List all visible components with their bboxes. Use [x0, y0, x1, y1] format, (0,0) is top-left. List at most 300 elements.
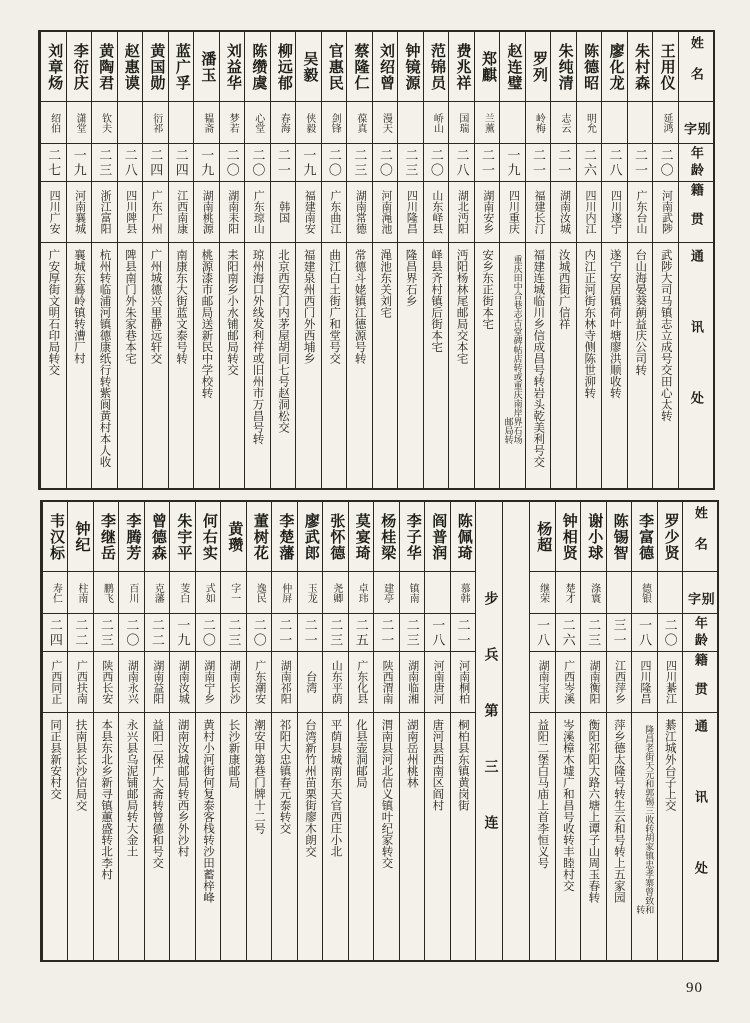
address-cell: 平荫县城南东天官西庄小北 — [329, 719, 342, 857]
alias-cell: 柱南 — [68, 572, 92, 614]
address-cell: 安乡东正街本宅 — [481, 249, 494, 330]
address-cell: 岑溪樟木墟广和昌号收转丰睦村交 — [561, 719, 574, 892]
origin-cell: 山东平荫 — [323, 652, 347, 713]
age-cell: 二四 — [43, 614, 67, 652]
age-cell: 二七 — [41, 144, 66, 182]
age-cell: 二〇 — [424, 144, 449, 182]
alias-cell: 涤寰 — [581, 572, 605, 614]
name-cell: 王用仪 — [653, 32, 678, 102]
alias-cell — [607, 572, 631, 614]
age-cell: 二二 — [68, 614, 92, 652]
address-cell: 遂宁安居镇荷叶塘廖洪顺收转 — [608, 249, 621, 399]
origin-cell: 四川重庆 — [500, 182, 525, 243]
address-cell: 沔阳杨林尾邮局交本宅 — [455, 249, 468, 364]
age-cell: 一八 — [632, 614, 656, 652]
age-cell: 二三 — [398, 144, 423, 182]
origin-cell: 广东曲江 — [322, 182, 347, 243]
person-column — [550, 32, 576, 488]
name-cell: 刘益华 — [220, 32, 245, 102]
address-cell: 衡阳祁阳大路六塘上谭子山周玉春转 — [587, 719, 600, 903]
person-column — [373, 502, 398, 960]
name-cell: 朱村森 — [628, 32, 653, 102]
person-column — [322, 502, 347, 960]
alias-cell: 逸民 — [247, 572, 271, 614]
header-origin: 籍贯 — [683, 652, 717, 713]
person-column — [576, 32, 602, 488]
origin-cell: 四川隆昌 — [398, 182, 423, 243]
address-cell: 祁阳大忠镇春元泰转交 — [278, 719, 291, 834]
name-cell: 董树花 — [247, 502, 271, 572]
address-cell: 益阳二保广大斋转曾德和号交 — [151, 719, 164, 869]
person-column — [219, 32, 245, 488]
person-column — [169, 502, 194, 960]
alias-cell: 仲屏 — [272, 572, 296, 614]
alias-cell: 绍伯 — [41, 102, 66, 144]
name-cell: 钟相贤 — [556, 502, 580, 572]
address-cell: 常德斗姥镇江德源号转 — [353, 249, 366, 364]
alias-cell: 衍祁 — [143, 102, 168, 144]
age-cell: 二三 — [400, 614, 424, 652]
name-cell: 刘章炀 — [41, 32, 66, 102]
origin-cell: 湖南宁乡 — [196, 652, 220, 713]
origin-cell: 四川广安 — [41, 182, 66, 243]
age-cell: 二三 — [581, 614, 605, 652]
person-column — [297, 502, 322, 960]
name-cell: 朱宇平 — [170, 502, 194, 572]
address-cell: 武陟大司马镇志立成号交田心太转 — [659, 249, 672, 422]
alias-cell: 玉龙 — [298, 572, 322, 614]
address-cell: 隆昌界石乡 — [404, 249, 417, 307]
origin-cell: 湖南常德 — [347, 182, 372, 243]
name-cell: 李楚藩 — [272, 502, 296, 572]
origin-cell: 广西同正 — [43, 652, 67, 713]
alias-cell: 芰白 — [170, 572, 194, 614]
alias-cell: 潇堂 — [67, 102, 92, 144]
origin-cell: 广西扶南 — [68, 652, 92, 713]
age-cell: 二八 — [449, 144, 474, 182]
header-address: 通讯处 — [692, 719, 708, 932]
address-cell: 广州城德兴里静远轩交 — [149, 249, 162, 364]
address-cell: 扶南县长沙信局交 — [74, 719, 87, 811]
age-cell: 二〇 — [653, 144, 678, 182]
origin-cell: 四川隆昌 — [632, 652, 656, 713]
header-origin: 籍贯 — [679, 182, 713, 243]
age-cell: 二二 — [145, 614, 169, 652]
origin-cell: 河南唐河 — [425, 652, 449, 713]
person-column — [142, 32, 168, 488]
address-cell: 陴县南门外朱家巷本宅 — [123, 249, 136, 364]
origin-cell: 湖南安乡 — [475, 182, 500, 243]
alias-cell — [602, 102, 627, 144]
age-cell: 二一 — [475, 144, 500, 182]
address-cell: 益阳二堡白马庙上首李恒义号 — [536, 719, 549, 869]
alias-cell: 岭梅 — [526, 102, 551, 144]
name-cell: 黄国勋 — [143, 32, 168, 102]
age-cell: 二六 — [577, 144, 602, 182]
age-cell: 二三 — [92, 144, 117, 182]
person-column — [144, 502, 169, 960]
age-cell: 二三 — [221, 614, 245, 652]
alias-cell — [658, 572, 682, 614]
age-cell: 二〇 — [322, 144, 347, 182]
age-cell: 二三 — [323, 614, 347, 652]
address-cell: 本县东北乡新寻镇蕙盛转北李村 — [100, 719, 113, 880]
origin-cell: 湖南汝城 — [551, 182, 576, 243]
alias-cell: 志云 — [551, 102, 576, 144]
name-cell: 蔡隆仁 — [347, 32, 372, 102]
header-address: 通讯处 — [688, 249, 704, 462]
name-cell: 官惠民 — [322, 32, 347, 102]
origin-cell: 湖南益阳 — [145, 652, 169, 713]
alias-cell: 继荣 — [530, 572, 554, 614]
name-cell: 李富德 — [632, 502, 656, 572]
name-cell: 李衍庆 — [67, 32, 92, 102]
age-cell: 二一 — [298, 614, 322, 652]
header-name: 姓名 — [679, 32, 713, 102]
alias-cell: 德银 — [632, 572, 656, 614]
person-column — [40, 32, 66, 488]
age-cell: 二一 — [271, 144, 296, 182]
alias-cell: 梦若 — [220, 102, 245, 144]
person-column — [657, 502, 682, 960]
section-heading — [503, 502, 529, 960]
origin-cell: 陕西长安 — [94, 652, 118, 713]
address-cell: 桐柏县东镇黄岗街 — [456, 719, 469, 811]
age-cell: 一九 — [67, 144, 92, 182]
name-cell: 范锦员 — [424, 32, 449, 102]
name-cell: 罗列 — [526, 32, 551, 102]
address-cell: 台山海晏葵蓢益庆公司转 — [634, 249, 647, 376]
person-column — [372, 32, 398, 488]
address-cell: 同正县新安村交 — [49, 719, 62, 800]
origin-cell: 山东峄县 — [424, 182, 449, 243]
section-heading — [476, 502, 502, 960]
alias-cell: 心堂 — [245, 102, 270, 144]
origin-cell: 河南襄城 — [67, 182, 92, 243]
address-cell: 唐河县西南区阎村 — [431, 719, 444, 811]
origin-cell: 广西岑溪 — [556, 652, 580, 713]
address-cell: 渑池东关刘宅 — [379, 249, 392, 318]
person-column — [42, 502, 67, 960]
address-cell: 广安厚街文明石印局转交 — [47, 249, 60, 376]
person-column — [499, 32, 525, 488]
name-cell: 陈德昭 — [577, 32, 602, 102]
alias-cell — [118, 102, 143, 144]
person-column — [652, 32, 678, 488]
address-cell: 襄城东蓦岭镇转漕厂村 — [72, 249, 85, 364]
age-cell: 二一 — [451, 614, 475, 652]
header-age: 年龄 — [683, 614, 717, 652]
address-cell: 台湾新竹州苗栗街廖木朗交 — [303, 719, 316, 857]
address-cell: 桃源漆市邮局送新民中学校转 — [200, 249, 213, 399]
address-cell: 耒阳南乡小水铺邮局转交 — [226, 249, 239, 376]
roster-table-top — [38, 30, 715, 490]
origin-cell: 河南桐柏 — [451, 652, 475, 713]
address-cell: 綦江城外台子上交 — [663, 719, 676, 811]
name-cell: 黄陶君 — [92, 32, 117, 102]
person-column — [555, 502, 580, 960]
address-cell: 湖南岳州桃林 — [405, 719, 418, 788]
address-cell: 峄县齐村镇后街本宅 — [430, 249, 443, 353]
name-cell: 陈锡智 — [607, 502, 631, 572]
name-cell: 杨超 — [530, 502, 554, 572]
age-cell: 一九 — [500, 144, 525, 182]
alias-cell: 春海 — [271, 102, 296, 144]
origin-cell: 四川綦江 — [658, 652, 682, 713]
name-cell: 谢小球 — [581, 502, 605, 572]
person-column — [424, 502, 449, 960]
origin-cell: 广东琼山 — [245, 182, 270, 243]
age-cell: 二三 — [94, 614, 118, 652]
person-column — [450, 502, 475, 960]
address-cell: 北京西安门内茅屋胡同七号赵洞松交 — [277, 249, 290, 433]
person-column — [244, 32, 270, 488]
name-cell: 吴毅 — [296, 32, 321, 102]
age-cell: 二〇 — [196, 614, 220, 652]
name-cell: 柳远郁 — [271, 32, 296, 102]
person-column — [448, 32, 474, 488]
name-cell: 费兆祥 — [449, 32, 474, 102]
origin-cell: 河南武陟 — [653, 182, 678, 243]
person-column — [529, 502, 554, 960]
header-alias: 别字 — [683, 572, 717, 614]
alias-cell: 卓玮 — [349, 572, 373, 614]
person-column — [475, 502, 502, 960]
address-cell: 南康东大街蓝文泰号转 — [174, 249, 187, 364]
name-cell: 廖武郎 — [298, 502, 322, 572]
name-cell: 刘绍曾 — [373, 32, 398, 102]
person-column — [321, 32, 347, 488]
person-column — [295, 32, 321, 488]
name-cell: 朱纯清 — [551, 32, 576, 102]
address-cell: 萍乡德太隆号转生云和号转上五家园 — [612, 719, 625, 903]
person-column — [606, 502, 631, 960]
alias-cell: 尧卿 — [323, 572, 347, 614]
age-cell: 二八 — [602, 144, 627, 182]
person-column — [118, 502, 143, 960]
person-column — [423, 32, 449, 488]
age-cell: 二四 — [169, 144, 194, 182]
person-column — [117, 32, 143, 488]
name-cell: 韦汉标 — [43, 502, 67, 572]
origin-cell: 湖南桃源 — [194, 182, 219, 243]
address-cell: 潮安甲第巷门牌十二号 — [253, 719, 266, 834]
name-cell: 蓝广孚 — [169, 32, 194, 102]
alias-cell: 楚才 — [556, 572, 580, 614]
name-cell: 赵惠谟 — [118, 32, 143, 102]
header-name: 姓名 — [683, 502, 717, 572]
age-cell: 一九 — [194, 144, 219, 182]
origin-cell: 广东化县 — [349, 652, 373, 713]
origin-cell: 广东潮安 — [247, 652, 271, 713]
alias-cell: 葆真 — [347, 102, 372, 144]
origin-cell: 广东台山 — [628, 182, 653, 243]
age-cell: 二五 — [349, 614, 373, 652]
alias-cell — [169, 102, 194, 144]
alias-cell: 峤山 — [424, 102, 449, 144]
person-column — [627, 32, 653, 488]
age-cell: 三一 — [607, 614, 631, 652]
name-cell: 张怀德 — [323, 502, 347, 572]
alias-cell: 兰薰 — [475, 102, 500, 144]
age-cell: 一九 — [296, 144, 321, 182]
name-cell: 阎普润 — [425, 502, 449, 572]
person-column — [66, 32, 92, 488]
age-cell: 二〇 — [119, 614, 143, 652]
alias-cell — [628, 102, 653, 144]
name-cell: 莫宴琦 — [349, 502, 373, 572]
address-cell: 福建泉州西门外西埔乡 — [302, 249, 315, 364]
person-column — [246, 502, 271, 960]
alias-cell: 延鸿 — [653, 102, 678, 144]
origin-cell: 浙江富阳 — [92, 182, 117, 243]
name-cell: 李子华 — [400, 502, 424, 572]
age-cell: 二〇 — [658, 614, 682, 652]
person-column — [399, 502, 424, 960]
section-label: 步兵第三连 — [482, 591, 498, 871]
origin-cell: 四川陴县 — [118, 182, 143, 243]
age-cell: 二一 — [526, 144, 551, 182]
header-column — [678, 32, 713, 488]
person-column — [67, 502, 92, 960]
header-column — [682, 502, 717, 960]
page-number: 90 — [686, 980, 703, 996]
address-cell: 杭州转临浦河镇德康纸行转紫阆黄村本人收 — [98, 249, 111, 468]
person-column — [346, 32, 372, 488]
address-cell: 曲江白土街广和堂号交 — [328, 249, 341, 364]
origin-cell: 湖南耒阳 — [220, 182, 245, 243]
origin-cell: 福建南安 — [296, 182, 321, 243]
origin-cell: 江西南康 — [169, 182, 194, 243]
origin-cell: 台湾 — [298, 652, 322, 713]
alias-cell: 百川 — [119, 572, 143, 614]
alias-cell: 韫斋 — [194, 102, 219, 144]
name-cell: 陈佩琦 — [451, 502, 475, 572]
roster-table-bottom — [40, 500, 719, 962]
person-column — [220, 502, 245, 960]
address-cell: 隆昌老街天元和郭锡三收转胡家镇忠孝寨曾致和转 — [635, 725, 655, 914]
age-cell: 二一 — [628, 144, 653, 182]
alias-cell: 式如 — [196, 572, 220, 614]
age-cell: 二一 — [374, 614, 398, 652]
alias-cell: 漫天 — [373, 102, 398, 144]
age-cell: 二八 — [118, 144, 143, 182]
name-cell: 李继岳 — [94, 502, 118, 572]
age-cell: 二一 — [272, 614, 296, 652]
name-cell: 钟镜源 — [398, 32, 423, 102]
alias-cell: 剑锋 — [322, 102, 347, 144]
alias-cell: 字一 — [221, 572, 245, 614]
age-cell: 二一 — [551, 144, 576, 182]
name-cell: 曾德森 — [145, 502, 169, 572]
origin-cell: 湖南临湘 — [400, 652, 424, 713]
age-cell: 二〇 — [220, 144, 245, 182]
origin-cell: 四川内江 — [577, 182, 602, 243]
name-cell: 何右实 — [196, 502, 220, 572]
header-alias: 别字 — [679, 102, 713, 144]
address-cell: 汝城西街广信祥 — [557, 249, 570, 330]
alias-cell: 钦夫 — [92, 102, 117, 144]
age-cell: 一八 — [530, 614, 554, 652]
address-cell: 渭南县河北信义镇叶纪家转交 — [380, 719, 393, 869]
person-column — [270, 32, 296, 488]
alias-cell: 建亭 — [374, 572, 398, 614]
origin-cell: 湖南汝城 — [170, 652, 194, 713]
address-cell: 黄村小河街何复泰客栈转沙田蓄梓峰 — [202, 719, 215, 903]
alias-cell: 克藩 — [145, 572, 169, 614]
person-column — [474, 32, 500, 488]
person-column — [348, 502, 373, 960]
person-column — [502, 502, 529, 960]
person-column — [631, 502, 656, 960]
name-cell: 郑麒 — [475, 32, 500, 102]
address-cell: 长沙新康邮局 — [227, 719, 240, 788]
origin-cell: 江西萍乡 — [607, 652, 631, 713]
alias-cell: 侠毅 — [296, 102, 321, 144]
age-cell: 二〇 — [247, 614, 271, 652]
address-cell: 福建连城临川乡信成昌号转岩头乾美利号交 — [532, 249, 545, 468]
alias-cell: 镇南 — [400, 572, 424, 614]
origin-cell: 湖南永兴 — [119, 652, 143, 713]
age-cell: 二〇 — [245, 144, 270, 182]
address-cell: 湖南汝城邮局转西乡外沙村 — [176, 719, 189, 857]
age-cell: 一八 — [425, 614, 449, 652]
person-column — [601, 32, 627, 488]
alias-cell: 国瑞 — [449, 102, 474, 144]
person-column — [93, 502, 118, 960]
origin-cell: 四川遂宁 — [602, 182, 627, 243]
alias-cell: 慕韩 — [451, 572, 475, 614]
address-cell: 重庆田中合巷志古堂碑帖店转或重庆南岸界石场邮局转 — [503, 255, 523, 444]
alias-cell — [398, 102, 423, 144]
alias-cell: 寿仁 — [43, 572, 67, 614]
person-column — [397, 32, 423, 488]
age-cell: 二六 — [556, 614, 580, 652]
age-cell: 一九 — [170, 614, 194, 652]
origin-cell: 陕西渭南 — [374, 652, 398, 713]
origin-cell: 福建长汀 — [526, 182, 551, 243]
name-cell: 潘玉 — [194, 32, 219, 102]
address-cell: 永兴县乌泥铺邮局转大金土 — [125, 719, 138, 857]
name-cell: 陈缵虞 — [245, 32, 270, 102]
address-cell: 内江正河街东林寺侧陈世泖转 — [583, 249, 596, 399]
origin-cell: 湖南衡阳 — [581, 652, 605, 713]
alias-cell — [425, 572, 449, 614]
alias-cell: 鹏飞 — [94, 572, 118, 614]
origin-cell: 湖南祁阳 — [272, 652, 296, 713]
name-cell: 罗少贤 — [658, 502, 682, 572]
age-cell: 二四 — [143, 144, 168, 182]
person-column — [193, 32, 219, 488]
age-cell: 二三 — [347, 144, 372, 182]
header-age: 年龄 — [679, 144, 713, 182]
origin-cell: 广东广州 — [143, 182, 168, 243]
name-cell: 黄瓒 — [221, 502, 245, 572]
alias-cell — [500, 102, 525, 144]
age-cell: 二〇 — [373, 144, 398, 182]
name-cell: 廖化龙 — [602, 32, 627, 102]
origin-cell: 湖北沔阳 — [449, 182, 474, 243]
origin-cell: 韩国 — [271, 182, 296, 243]
address-cell: 化县壶洞邮局 — [354, 719, 367, 788]
person-column — [91, 32, 117, 488]
person-column — [580, 502, 605, 960]
origin-cell: 湖南长沙 — [221, 652, 245, 713]
name-cell: 杨桂梁 — [374, 502, 398, 572]
name-cell: 钟纪 — [68, 502, 92, 572]
alias-cell: 明允 — [577, 102, 602, 144]
person-column — [168, 32, 194, 488]
